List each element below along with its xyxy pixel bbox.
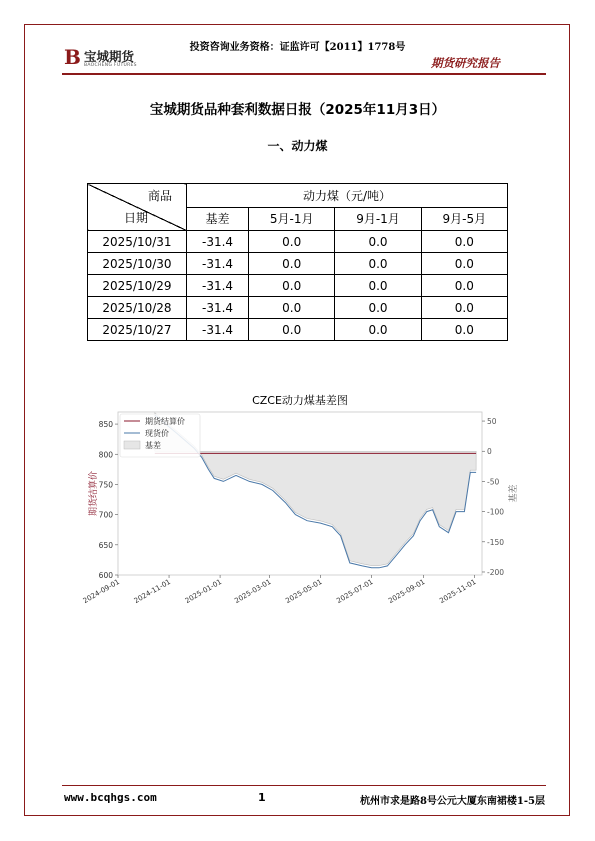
value-cell: -31.4 [187,253,249,275]
right-tick-label: -100 [487,507,505,517]
x-tick-label: 2025-01-01 [183,577,224,606]
right-tick-label: -150 [487,537,505,547]
value-cell: -31.4 [187,297,249,319]
column-header: 基差 [187,207,249,231]
footer-address: 杭州市求是路8号公元大厦东南裙楼1-5层 [359,796,545,807]
footer-divider [62,785,546,786]
x-tick-label: 2025-05-01 [284,577,324,606]
x-tick-label: 2025-09-01 [387,577,427,606]
left-tick-label: 850 [98,420,113,430]
value-cell: 0.0 [335,231,421,253]
value-cell: 0.0 [249,319,335,341]
left-tick-label: 650 [98,540,113,550]
chart-title: CZCE动力煤基差图 [252,394,348,407]
header-divider [62,73,546,75]
footer-website[interactable]: www.bcqhgs.com [64,791,157,804]
logo-name: 宝城期货 [84,49,135,64]
company-logo [64,45,144,73]
date-cell: 2025/10/30 [88,253,187,275]
left-tick-label: 600 [98,571,113,580]
table-row [88,231,508,253]
basis-chart [50,385,530,620]
x-tick-label: 2025-03-01 [233,577,273,606]
table-row [88,297,508,319]
value-cell: 0.0 [249,231,335,253]
value-cell: 0.0 [421,297,507,319]
x-tick-label: 2025-07-01 [335,577,375,606]
left-axis-label: 期货结算价 [89,470,99,517]
value-cell: 0.0 [249,275,335,297]
x-tick-label: 2024-11-01 [132,577,173,606]
group-header: 动力煤（元/吨） [187,184,508,208]
left-tick-label: 700 [98,510,113,520]
right-axis-label: 基差 [509,484,519,503]
value-cell: -31.4 [187,231,249,253]
value-cell: 0.0 [421,319,507,341]
table-row [88,253,508,275]
value-cell: 0.0 [335,253,421,275]
corner-commodity-label: 商品 [147,189,172,203]
corner-date-label: 日期 [124,211,149,225]
spread-table [87,183,508,341]
chart-legend [120,414,200,457]
value-cell: 0.0 [249,297,335,319]
value-cell: 0.0 [335,297,421,319]
x-tick-label: 2025-11-01 [438,577,478,606]
logo-english: BAOCHENG FUTURES [84,63,137,68]
value-cell: 0.0 [249,253,335,275]
left-tick-label: 800 [98,450,113,460]
legend-swatch [124,441,140,449]
section-heading: 一、动力煤 [267,139,328,153]
value-cell: 0.0 [421,253,507,275]
date-cell: 2025/10/27 [88,319,187,341]
report-title: 宝城期货品种套利数据日报（2025年11月3日） [149,102,446,118]
column-header: 9月-5月 [421,207,507,231]
value-cell: -31.4 [187,319,249,341]
column-header: 9月-1月 [335,207,421,231]
right-tick-label: -50 [487,477,500,487]
right-tick-label: -200 [487,567,505,577]
legend-label: 期货结算价 [145,417,185,426]
page-number: 1 [258,791,266,804]
basis-area-fill [155,413,476,566]
logo-mark: B [64,45,81,69]
legend-label: 现货价 [145,429,169,438]
value-cell: 0.0 [421,275,507,297]
basis-area [155,413,476,566]
table-corner-cell [88,184,187,231]
value-cell: 0.0 [421,231,507,253]
date-cell: 2025/10/28 [88,297,187,319]
left-tick-label: 750 [98,480,113,490]
value-cell: 0.0 [335,275,421,297]
date-cell: 2025/10/29 [88,275,187,297]
table-row [88,319,508,341]
value-cell: 0.0 [335,319,421,341]
date-cell: 2025/10/31 [88,231,187,253]
x-tick-label: 2024-09-01 [81,577,121,606]
report-type: 期货研究报告 [431,56,500,70]
license-text: 投资咨询业务资格：证监许可【2011】1778号 [189,42,406,53]
legend-label: 基差 [145,441,161,450]
column-header: 5月-1月 [249,207,335,231]
right-tick-label: 0 [487,447,492,457]
table-row [88,275,508,297]
right-tick-label: 50 [487,417,497,427]
value-cell: -31.4 [187,275,249,297]
